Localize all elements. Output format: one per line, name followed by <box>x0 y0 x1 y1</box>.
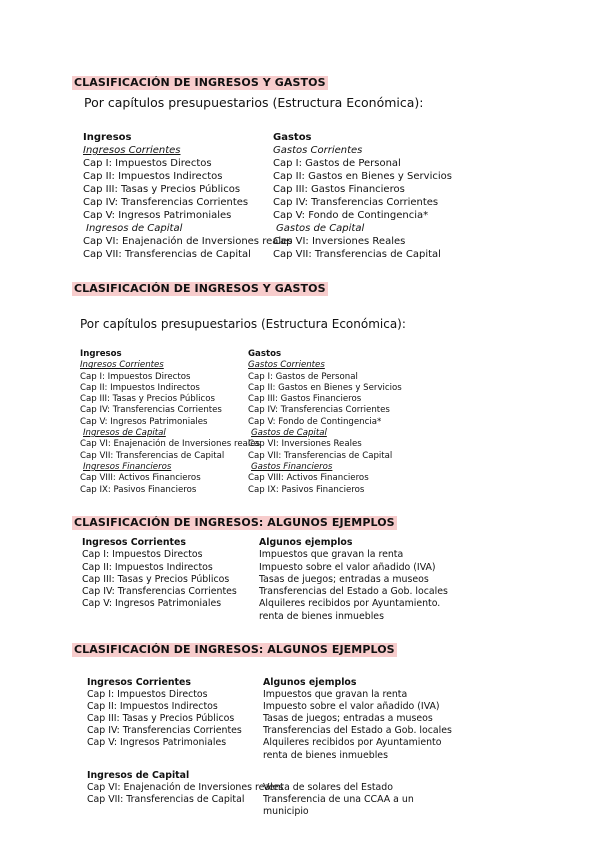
list-item: Cap I: Gastos de Personal <box>248 371 358 382</box>
ingresos-corrientes-header: Ingresos Corrientes <box>87 677 191 688</box>
list-item: Cap IV: Transferencias Corrientes <box>83 197 249 208</box>
list-item: Cap IV: Transferencias Corrientes <box>248 405 390 416</box>
list-item: Impuesto sobre el valor añadido (IVA) <box>259 561 436 573</box>
list-item: Cap IV: Transferencias Corrientes <box>80 405 222 416</box>
list-item: Cap IX: Pasivos Financieros <box>248 484 365 495</box>
section-4 <box>72 638 580 817</box>
list-item: Cap II: Impuestos Indirectos <box>83 171 223 182</box>
list-item: Cap I: Gastos de Personal <box>273 158 401 169</box>
list-item: Cap VI: Inversiones Reales <box>273 236 406 247</box>
list-item: Cap VIII: Activos Financieros <box>248 473 369 484</box>
list-item: Tasas de juegos; entradas a museos <box>259 573 429 585</box>
list-item: Cap V: Fondo de Contingencia* <box>273 210 429 221</box>
section-1-title: CLASIFICACIÓN DE INGRESOS Y GASTOS <box>74 76 326 89</box>
ingresos-corrientes-heading: Ingresos Corrientes <box>83 145 181 156</box>
list-item: Cap III: Tasas y Precios Públicos <box>80 394 215 405</box>
ejemplos-header: Algunos ejemplos <box>259 537 353 548</box>
ingresos-column <box>80 349 261 496</box>
section-3-columns <box>82 537 448 623</box>
list-item: Cap III: Gastos Financieros <box>273 184 405 195</box>
ejemplos-column <box>259 537 448 623</box>
gastos-corrientes-heading: Gastos Corrientes <box>248 360 325 371</box>
gastos-column <box>248 349 402 496</box>
gastos-capital-heading: Gastos de Capital <box>276 223 365 234</box>
list-item: Cap IV: Transferencias Corrientes <box>82 586 237 598</box>
list-item: Venta de solares del Estado <box>263 781 393 793</box>
section-1 <box>72 71 580 260</box>
gastos-header: Gastos <box>248 349 282 359</box>
list-item: Transferencia de una CCAA a un <box>263 793 414 805</box>
list-item: Cap III: Tasas y Precios Públicos <box>87 713 235 725</box>
list-item: Impuestos que gravan la renta <box>259 549 404 561</box>
ingresos-financieros-heading: Ingresos Financieros <box>83 461 172 472</box>
list-item: Cap VII: Transferencias de Capital <box>87 793 245 805</box>
ingresos-corrientes-column <box>82 537 259 623</box>
ejemplos-column <box>263 677 452 818</box>
list-item: Alquileres recibidos por Ayuntamiento <box>263 737 442 749</box>
list-item: Cap VI: Enajenación de Inversiones reales <box>83 236 293 247</box>
section-1-columns <box>83 131 452 261</box>
list-item: municipio <box>263 805 309 817</box>
list-item: Cap VIII: Activos Financieros <box>80 473 201 484</box>
list-item: Transferencias del Estado a Gob. locales <box>263 725 452 737</box>
list-item: Cap II: Impuestos Indirectos <box>80 382 200 393</box>
list-item: Cap I: Impuestos Directos <box>83 158 212 169</box>
list-item: Cap III: Gastos Financieros <box>248 394 362 405</box>
gastos-corrientes-heading: Gastos Corrientes <box>273 145 363 156</box>
list-item: Cap V: Ingresos Patrimoniales <box>80 416 208 427</box>
section-2-columns <box>80 349 402 496</box>
list-item: Cap V: Ingresos Patrimoniales <box>83 210 232 221</box>
ingresos-capital-heading: Ingresos de Capital <box>83 428 166 439</box>
list-item: Cap IV: Transferencias Corrientes <box>273 197 439 208</box>
ingresos-header: Ingresos <box>80 349 122 359</box>
list-item: renta de bienes inmuebles <box>259 610 384 622</box>
list-item: Cap II: Gastos en Bienes y Servicios <box>273 171 452 182</box>
section-2-subtitle: Por capítulos presupuestarios (Estructura Económica): <box>80 317 406 331</box>
list-item: Cap V: Fondo de Contingencia* <box>248 416 382 427</box>
list-item: Cap IX: Pasivos Financieros <box>80 484 197 495</box>
list-item: Alquileres recibidos por Ayuntamiento. <box>259 598 441 610</box>
gastos-financieros-heading: Gastos Financieros <box>251 461 333 472</box>
list-item: Cap VII: Transferencias de Capital <box>273 249 441 260</box>
list-item: Cap VI: Enajenación de Inversiones reales <box>80 439 261 450</box>
gastos-header: Gastos <box>273 132 312 143</box>
list-item: renta de bienes inmuebles <box>263 749 388 761</box>
ingresos-capital-header: Ingresos de Capital <box>87 769 190 781</box>
list-item: Impuestos que gravan la renta <box>263 689 408 701</box>
list-item: Cap VII: Transferencias de Capital <box>83 249 251 260</box>
list-item: Cap V: Ingresos Patrimoniales <box>87 737 227 749</box>
section-2-title: CLASIFICACIÓN DE INGRESOS Y GASTOS <box>74 282 326 295</box>
ingresos-header: Ingresos <box>83 132 132 143</box>
gastos-column <box>273 131 452 261</box>
list-item: Cap I: Impuestos Directos <box>80 371 191 382</box>
section-3-title: CLASIFICACIÓN DE INGRESOS: ALGUNOS EJEMPLOS <box>74 516 395 529</box>
list-item: Impuesto sobre el valor añadido (IVA) <box>263 701 440 713</box>
list-item: Tasas de juegos; entradas a museos <box>263 713 433 725</box>
section-4-title: CLASIFICACIÓN DE INGRESOS: ALGUNOS EJEMPLOS <box>74 643 395 656</box>
ejemplos-header: Algunos ejemplos <box>263 677 357 688</box>
ingresos-corrientes-heading: Ingresos Corrientes <box>80 360 164 371</box>
list-item: Transferencias del Estado a Gob. locales <box>259 586 448 598</box>
list-item: Cap VII: Transferencias de Capital <box>248 450 393 461</box>
list-item: Cap VII: Transferencias de Capital <box>80 450 225 461</box>
ingresos-capital-heading: Ingresos de Capital <box>86 223 183 234</box>
list-item: Cap VI: Inversiones Reales <box>248 439 362 450</box>
ingresos-corrientes-header: Ingresos Corrientes <box>82 537 186 548</box>
section-1-subtitle: Por capítulos presupuestarios (Estructura Económica): <box>84 95 424 110</box>
list-item: Cap IV: Transferencias Corrientes <box>87 725 242 737</box>
list-item: Cap VI: Enajenación de Inversiones reales <box>87 781 284 793</box>
list-item: Cap I: Impuestos Directos <box>82 549 203 561</box>
list-item: Cap III: Tasas y Precios Públicos <box>82 573 230 585</box>
list-item: Cap II: Impuestos Indirectos <box>87 701 218 713</box>
section-3 <box>72 511 580 622</box>
list-item: Cap V: Ingresos Patrimoniales <box>82 598 222 610</box>
list-item: Cap I: Impuestos Directos <box>87 689 208 701</box>
section-4-columns <box>87 677 452 818</box>
ingresos-column <box>87 677 284 818</box>
section-2 <box>72 277 580 495</box>
gastos-capital-heading: Gastos de Capital <box>251 428 327 439</box>
list-item: Cap II: Impuestos Indirectos <box>82 561 213 573</box>
list-item: Cap III: Tasas y Precios Públicos <box>83 184 241 195</box>
list-item: Cap II: Gastos en Bienes y Servicios <box>248 382 402 393</box>
